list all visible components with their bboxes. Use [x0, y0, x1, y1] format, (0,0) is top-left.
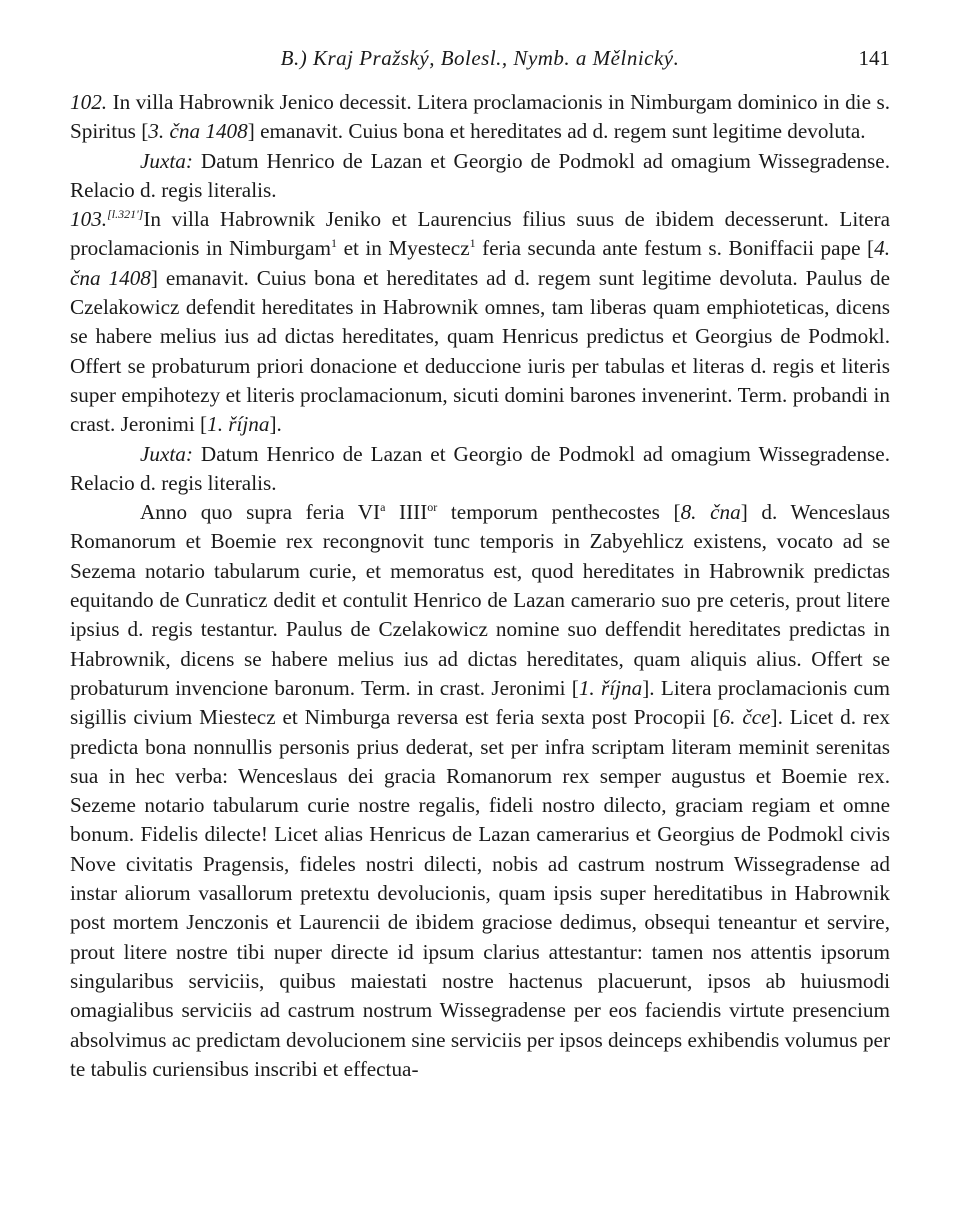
running-title: B.) Kraj Pražský, Bolesl., Nymb. a Mělnický.	[280, 46, 680, 70]
entry-text: feria secunda ante festum s. Boniffacii pape [	[475, 236, 875, 261]
page-number: 141	[858, 46, 890, 70]
juxta-text: Datum Henrico de Lazan et Georgio de Podmokl ad omagium Wissegradense. Relacio d. regis literalis.	[70, 441, 890, 495]
paragraph-text: ] d. Wenceslaus Romanorum et Boemie rex recongnovit tunc temporis in Zabyehlicz existens, vocato ad se Sezema notario tabularum curie, et memoratus est, quod hereditates in Habrownik predictas equitando de Cunraticz dedit et contulit Henrico de Lazan camerario suo pre ceteris, prout litere ipsius d. regis testantur. Paulus de Czelakowicz nomine suo deffendit hereditates predictas in Habrownik, dicens se habere melius ius ad dictas hereditates, quam aliquis alius. Offert se probaturum invencione baronum. Term. in crast. Jeronimi [	[70, 500, 890, 700]
juxta-102	[70, 147, 890, 206]
superscript: a	[380, 500, 386, 515]
entry-text: ] emanavit. Cuius bona et hereditates ad d. regem sunt legitime devoluta.	[247, 119, 866, 144]
date-note: 1. října	[207, 412, 270, 437]
paragraph-text: ]. Litera proclamacionis cum sigillis civium Miestecz et Nimburga reversa est feria sexta post Procopii [	[70, 675, 890, 730]
paragraph-text: ]. Licet d. rex predicta bona nonnullis personis prius dederat, set per infra scriptam literam meminit serenitas sua in hec verba: Wenceslaus dei gracia Romanorum rex semper augustus et Boemie rex. Sezeme notario tabularum curie nostre regalis, fideli nostro dilecto, graciam regiam et omne bonum. Fidelis dilecte! Licet alias Henricus de Lazan camerarius et Georgius de Podmokl civis Nove civitatis Pragensis, fideles nostri dilecti, nobis ad castrum nostrum Wissegradense ad instar aliorum vasallorum pretextu devolucionis, quam ipsis super hereditatibus in Habrownik post mortem Jenczonis et Laurencii de ibidem graciose dedimus, obsequi teneantur et servire, prout litere nostre tibi nuper directe id ipsum clarius attestantur: tamen nos attentis ipsorum singularibus serviciis, quibus maiestati nostre hactenus placuerunt, ipsos ab huiusmodi omagialibus serviciis ad castrum nostrum Wissegradense per eos faciendis virtute presencium absolvimus ac predictam devolucionem sine serviciis per ipsos deinceps exhibendis volumus per te tabulis curiensibus inscribi et effectua-	[70, 705, 890, 1081]
entry-102	[70, 88, 890, 147]
running-head	[70, 46, 890, 74]
paragraph-text: Anno quo supra feria VI	[140, 500, 381, 525]
paragraph-text: IIII	[385, 500, 428, 525]
entry-text: ].	[269, 412, 282, 437]
body-text	[70, 88, 890, 1084]
date-note: 1. října	[578, 675, 643, 700]
anno-paragraph	[70, 498, 890, 1084]
entry-number: 103.	[70, 207, 108, 232]
date-note: 4. čna 1408	[70, 236, 891, 290]
juxta-text: Datum Henrico de Lazan et Georgio de Podmokl ad omagium Wissegradense. Relacio d. regis literalis.	[70, 148, 890, 202]
date-note: 3. čna 1408	[148, 119, 248, 144]
superscript: or	[427, 500, 438, 515]
juxta-103	[70, 440, 890, 499]
footnote-marker: 1	[469, 236, 476, 251]
juxta-label: Juxta:	[140, 441, 193, 466]
entry-103	[70, 205, 890, 439]
date-note: 6. čce	[719, 705, 771, 730]
juxta-label: Juxta:	[140, 148, 193, 173]
entry-number: 102.	[70, 90, 108, 114]
entry-text: In villa Habrownik Jenico decessit. Litera proclamacionis in Nimburgam dominico in die s. Spiritus [	[70, 90, 891, 144]
entry-text: ] emanavit. Cuius bona et hereditates ad d. regem sunt legitime devoluta. Paulus de Czelakowicz defendit hereditates in Habrownik omnes, tam liberas quam emphioteticas, dicens se habere melius ius ad dictas hereditates, quam Henricus predictus et Georgius de Podmokl. Offert se probaturum priori donacione et deduccione iuris per tabulas et literas d. regis et literis super empihotezy et literis proclamacionum, sicuti domini barones invenerint. Term. probandi in crast. Jeronimi [	[70, 265, 891, 437]
entry-text: In villa Habrownik Jeniko et Laurencius filius suus de ibidem decesserunt. Litera proclamacionis in Nimburgam	[70, 207, 890, 261]
paragraph-text: temporum penthecostes [	[437, 500, 681, 525]
footnote-marker: 1	[331, 236, 338, 251]
folio-reference: [l.321']	[107, 207, 144, 222]
entry-text: et in Myestecz	[337, 236, 470, 261]
date-note: 8. čna	[680, 500, 741, 525]
